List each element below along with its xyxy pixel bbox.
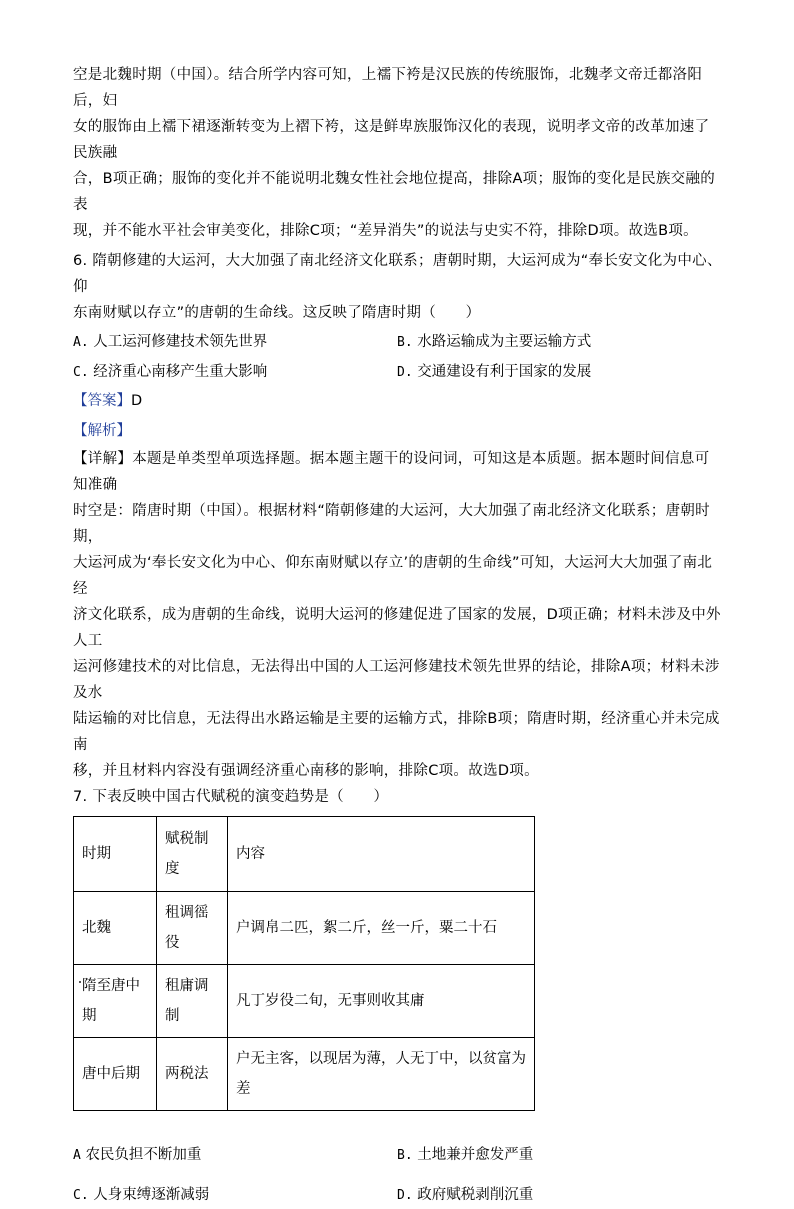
option-letter: D. xyxy=(397,1188,413,1203)
option-text: 农民负担不断加重 xyxy=(85,1147,202,1163)
table-cell: 租调徭役 xyxy=(157,892,228,965)
table-cell: 凡丁岁役二旬，无事则收其庸 xyxy=(228,965,535,1038)
intro-line: 空是北魏时期（中国）。结合所学内容可知，上襦下袴是汉民族的传统服饰，北魏孝文帝迁都洛阳后，妇 xyxy=(73,67,703,109)
table-row xyxy=(74,965,535,1038)
detail-line: 大运河成为‘奉长安文化为中心、仰东南财赋以存立’的唐朝的生命线”可知，大运河大大加强了南北经 xyxy=(73,555,713,597)
table-cell: 户调帛二匹，絮二斤，丝一斤，粟二十石 xyxy=(228,892,535,965)
detail-paragraph xyxy=(73,446,723,784)
option-letter: B. xyxy=(397,335,413,350)
options-row xyxy=(73,356,723,386)
table-cell: 租庸调制 xyxy=(157,965,228,1038)
table-row xyxy=(74,1038,535,1111)
options-row xyxy=(73,1139,723,1169)
table-cell: 隋至唐中期 xyxy=(74,965,157,1038)
table-row xyxy=(74,892,535,965)
option-d xyxy=(397,1183,533,1204)
option-letter: B. xyxy=(397,1148,413,1163)
option-c xyxy=(73,360,267,381)
option-letter: A. xyxy=(73,335,89,350)
question-7 xyxy=(73,784,723,1209)
option-b xyxy=(397,1143,533,1164)
table-cell: 两税法 xyxy=(157,1038,228,1111)
option-letter: C. xyxy=(73,1188,89,1203)
question-stem-line: 6. 隋朝修建的大运河，大大加强了南北经济文化联系；唐朝时期，大运河成为“奉长安文化为中心、仰 xyxy=(73,253,722,295)
detail-line: 时空是：隋唐时期（中国）。根据材料“隋朝修建的大运河，大大加强了南北经济文化联系；唐朝时期， xyxy=(73,503,710,545)
option-text: 土地兼并愈发严重 xyxy=(417,1147,534,1163)
intro-line: 合，B项正确；服饰的变化并不能说明北魏女性社会地位提高，排除A项；服饰的变化是民族交融的表 xyxy=(73,171,716,213)
analysis-label: 【解析】 xyxy=(73,423,131,439)
answer-label: 【答案】 xyxy=(73,393,131,409)
table-header-cell: 内容 xyxy=(228,817,535,892)
table-header-cell: 时期 xyxy=(74,817,157,892)
option-text: 人身束缚逐渐减弱 xyxy=(93,1187,210,1203)
option-b xyxy=(397,330,591,351)
spacer xyxy=(73,1111,723,1139)
table-cell: 北魏 xyxy=(74,892,157,965)
table-cell: 唐中后期 xyxy=(74,1038,157,1111)
detail-line: 【详解】本题是单类型单项选择题。据本题主题干的设问词，可知这是本质题。据本题时间信息可知准确 xyxy=(73,451,710,493)
option-text: 经济重心南移产生重大影响 xyxy=(93,364,268,380)
option-text: 政府赋税剥削沉重 xyxy=(417,1187,534,1203)
answer-value: D xyxy=(131,393,143,409)
options-row xyxy=(73,1179,723,1209)
option-c xyxy=(73,1183,209,1204)
table-header-cell: 赋税制度 xyxy=(157,817,228,892)
option-text: 人工运河修建技术领先世界 xyxy=(93,334,268,350)
option-text: 交通建设有利于国家的发展 xyxy=(417,364,592,380)
question-stem-line: 东南财赋以存立”的唐朝的生命线。这反映了隋唐时期（ ） xyxy=(73,305,481,321)
question-6 xyxy=(73,248,723,784)
answer-line xyxy=(73,386,723,416)
option-letter: D. xyxy=(397,365,413,380)
detail-line: 陆运输的对比信息，无法得出水路运输是主要的运输方式，排除B项；隋唐时期，经济重心并未完成南 xyxy=(73,711,720,753)
intro-line: 现，并不能水平社会审美变化，排除C项；“差异消失”的说法与史实不符，排除D项。故选B项。 xyxy=(73,223,698,239)
intro-line: 女的服饰由上襦下裙逐渐转变为上褶下袴，这是鲜卑族服饰汉化的表现，说明孝文帝的改革加速了民族融 xyxy=(73,119,710,161)
stray-mark xyxy=(79,981,81,983)
option-letter: C. xyxy=(73,365,89,380)
detail-line: 济文化联系，成为唐朝的生命线，说明大运河的修建促进了国家的发展，D项正确；材料未涉及中外人工 xyxy=(73,607,721,649)
table-header-row xyxy=(74,817,535,892)
option-d xyxy=(397,360,591,381)
intro-paragraph xyxy=(73,62,723,244)
question-stem: 7. 下表反映中国古代赋税的演变趋势是（ ） xyxy=(73,789,389,805)
option-text: 水路运输成为主要运输方式 xyxy=(417,334,592,350)
tax-table xyxy=(73,816,535,1111)
document-page xyxy=(73,62,723,1209)
detail-line: 移，并且材料内容没有强调经济重心南移的影响，排除C项。故选D项。 xyxy=(73,763,539,779)
option-a xyxy=(73,330,267,351)
analysis-line xyxy=(73,416,723,446)
detail-line: 运河修建技术的对比信息，无法得出中国的人工运河修建技术领先世界的结论，排除A项；材料未涉及水 xyxy=(73,659,720,701)
option-letter: A xyxy=(73,1148,81,1163)
option-a xyxy=(73,1143,201,1164)
options-row xyxy=(73,326,723,356)
table-cell: 户无主客，以现居为薄，人无丁中，以贫富为差 xyxy=(228,1038,535,1111)
